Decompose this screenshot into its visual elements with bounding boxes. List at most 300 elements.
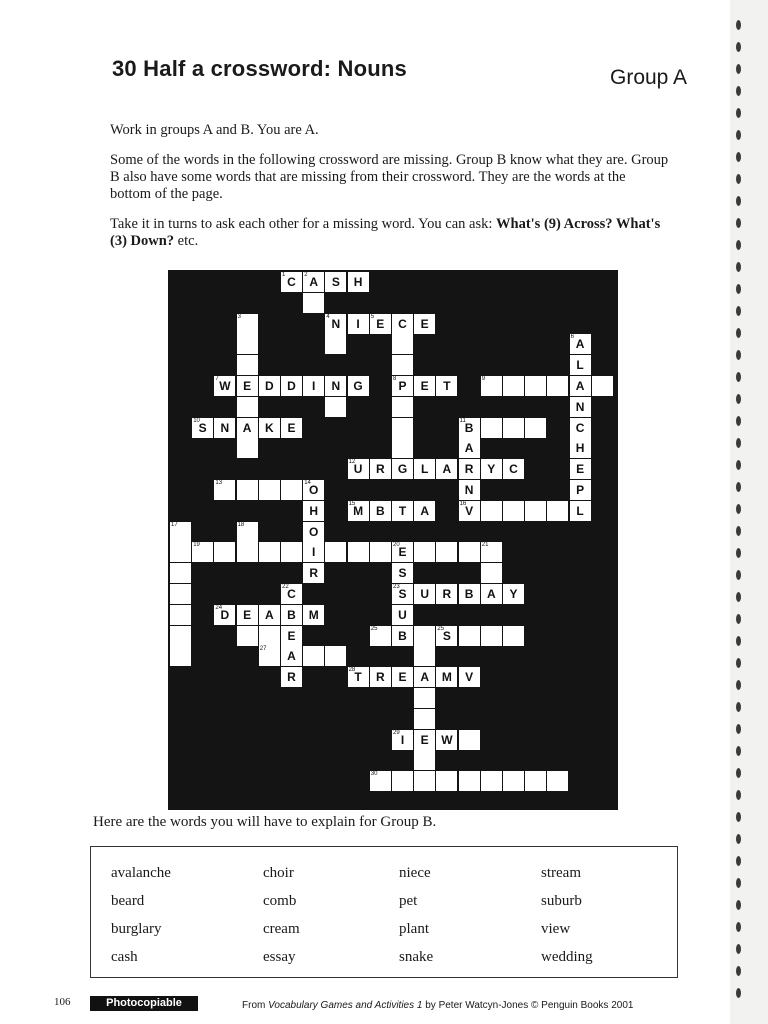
word-item: pet	[399, 893, 418, 909]
crossword-cell	[570, 480, 591, 500]
crossword-cell	[459, 730, 480, 750]
crossword-letter: E	[420, 732, 429, 747]
crossword-letter: B	[287, 607, 296, 622]
word-list-box	[90, 846, 678, 978]
word-item: avalanche	[111, 865, 171, 881]
crossword-letter: U	[420, 587, 430, 601]
crossword-cell	[348, 667, 369, 687]
binding-ring	[736, 680, 741, 690]
clue-number: 7	[215, 376, 219, 382]
crossword-cell	[281, 272, 302, 292]
crossword-cell	[325, 397, 346, 417]
crossword-cell	[436, 459, 457, 479]
crossword-cell	[481, 418, 502, 438]
crossword-cell	[414, 709, 435, 729]
crossword-cell	[170, 584, 191, 604]
crossword-cell	[481, 459, 502, 479]
crossword-cell	[370, 626, 391, 646]
crossword-letter: E	[576, 462, 585, 477]
crossword-letter: E	[420, 316, 429, 331]
crossword-letter: B	[398, 628, 407, 643]
crossword-letter: N	[464, 483, 474, 497]
crossword-letter: V	[465, 670, 474, 685]
crossword-cell	[392, 501, 413, 521]
credit-prefix: From	[242, 1000, 269, 1011]
crossword-cell	[392, 355, 413, 375]
crossword-cell	[325, 376, 346, 396]
clue-number: 17	[171, 521, 178, 528]
crossword-cell	[237, 334, 258, 354]
crossword-cell	[259, 418, 280, 438]
binding-ring	[736, 306, 741, 316]
crossword-cell	[214, 376, 235, 396]
clue-number: 21	[481, 542, 489, 549]
page-title: 30 Half a crossword: Nouns	[112, 56, 407, 81]
crossword-cell	[192, 542, 213, 562]
crossword-letter: K	[264, 420, 274, 435]
clue-number: 18	[237, 521, 245, 528]
crossword-cell	[414, 314, 435, 334]
binding-ring	[736, 856, 741, 866]
crossword-letter: A	[309, 275, 319, 289]
crossword-cell	[237, 418, 258, 438]
crossword-cell	[503, 771, 524, 791]
crossword-cell	[303, 293, 324, 313]
crossword-letter: H	[309, 503, 319, 518]
crossword-cell	[392, 542, 413, 562]
crossword-letter: C	[287, 587, 296, 601]
crossword-cell	[325, 542, 346, 562]
crossword-letter: C	[509, 462, 518, 477]
crossword-cell	[459, 667, 480, 687]
crossword-cell	[570, 397, 591, 417]
crossword-letter: C	[575, 420, 585, 435]
word-list-intro: Here are the words you will have to explain for Group B.	[93, 814, 437, 830]
crossword-cell	[414, 542, 435, 562]
clue-number: 28	[348, 667, 356, 674]
crossword-cell	[237, 522, 258, 542]
crossword-cell	[481, 542, 502, 562]
binding-ring	[736, 438, 741, 448]
binding-ring	[736, 262, 741, 272]
crossword-letter: A	[264, 607, 274, 622]
word-item: stream	[541, 865, 581, 881]
crossword-cell	[414, 771, 435, 791]
instruction-3-suffix: etc.	[174, 233, 199, 249]
crossword-cell	[170, 646, 191, 666]
crossword-letter: A	[442, 462, 452, 477]
crossword-cell	[481, 376, 502, 396]
crossword-letter: T	[398, 503, 407, 518]
binding-ring	[736, 460, 741, 470]
crossword-cell	[459, 584, 480, 604]
crossword-cell	[237, 480, 258, 500]
crossword-cell	[237, 355, 258, 375]
crossword-cell	[237, 397, 258, 417]
crossword-cell	[414, 376, 435, 396]
crossword-letter: D	[287, 379, 296, 393]
crossword-letter: E	[398, 545, 407, 560]
crossword-cell	[303, 646, 324, 666]
word-item: niece	[399, 865, 431, 881]
crossword-letter: A	[420, 503, 430, 518]
crossword-letter: B	[375, 503, 385, 518]
clue-number: 13	[215, 480, 223, 486]
crossword-cell	[348, 459, 369, 479]
crossword-cell	[170, 605, 191, 625]
crossword-cell	[481, 626, 502, 646]
clue-number: 24	[215, 604, 223, 611]
crossword-letter: E	[243, 607, 252, 622]
crossword-letter: H	[353, 275, 363, 289]
crossword-cell	[392, 376, 413, 396]
crossword-cell	[414, 626, 435, 646]
word-item: wedding	[541, 949, 593, 965]
clue-number: 11	[459, 417, 466, 424]
clue-number: 12	[348, 459, 356, 466]
binding-ring	[736, 922, 741, 932]
binding-ring	[736, 636, 741, 646]
page-number: 106	[54, 996, 71, 1008]
crossword-letter: A	[242, 420, 252, 435]
crossword-cell	[436, 730, 457, 750]
clue-number: 30	[370, 771, 378, 778]
crossword-cell	[436, 584, 457, 604]
crossword-letter: U	[398, 607, 407, 622]
crossword-cell	[459, 480, 480, 500]
binding-ring	[736, 768, 741, 778]
word-column	[111, 863, 171, 975]
crossword-cell	[303, 605, 324, 625]
crossword-cell	[570, 418, 591, 438]
word-item: comb	[263, 893, 297, 909]
crossword-cell	[237, 542, 258, 562]
crossword-cell	[436, 542, 457, 562]
crossword-letter: E	[398, 670, 407, 685]
crossword-cell	[570, 334, 591, 354]
instruction-1: Work in groups A and B. You are A.	[110, 122, 319, 138]
crossword-cell	[459, 418, 480, 438]
crossword-letter: S	[398, 587, 407, 601]
crossword-cell	[370, 667, 391, 687]
clue-number: 29	[393, 729, 400, 736]
binding-ring	[736, 328, 741, 338]
crossword-cell	[214, 480, 235, 500]
binding-ring	[736, 20, 741, 30]
crossword-letter: L	[576, 358, 584, 373]
crossword-cell	[259, 376, 280, 396]
crossword-letter: N	[331, 379, 341, 393]
binding-ring	[736, 218, 741, 228]
crossword-cell	[325, 334, 346, 354]
crossword-cell	[214, 418, 235, 438]
group-label: Group A	[610, 66, 688, 89]
word-item: view	[541, 921, 571, 937]
binding-ring	[736, 240, 741, 250]
crossword-letter: B	[464, 587, 474, 601]
crossword-cell	[370, 771, 391, 791]
binding-ring	[736, 702, 741, 712]
binding-ring	[736, 64, 741, 74]
crossword-cell	[303, 480, 324, 500]
crossword-cell	[281, 542, 302, 562]
crossword-letter: E	[420, 379, 429, 393]
binding-ring	[736, 394, 741, 404]
word-item: essay	[263, 949, 296, 965]
crossword-cell	[303, 501, 324, 521]
binding-ring	[736, 988, 741, 998]
word-column	[263, 863, 300, 975]
binding-ring	[736, 152, 741, 162]
crossword-cell	[170, 542, 191, 562]
photocopiable-badge: Photocopiable	[90, 996, 198, 1011]
crossword-cell	[414, 688, 435, 708]
word-item: beard	[111, 893, 145, 909]
binding-ring	[736, 196, 741, 206]
crossword-letter: A	[464, 441, 474, 456]
binding-ring	[736, 812, 741, 822]
word-column	[399, 863, 433, 975]
crossword-cell	[170, 626, 191, 646]
credit-line	[242, 1000, 633, 1011]
crossword-letter: W	[441, 732, 453, 747]
crossword-letter: S	[198, 420, 207, 435]
crossword-cell	[481, 563, 502, 583]
crossword-cell	[392, 418, 413, 438]
crossword-letter: N	[575, 399, 585, 414]
crossword-letter: G	[353, 379, 363, 393]
crossword-letter: I	[400, 732, 405, 747]
crossword-letter: R	[442, 587, 452, 601]
crossword-cell	[414, 730, 435, 750]
crossword-cell	[259, 626, 280, 646]
credit-book-title: Vocabulary Games and Activities 1	[268, 1000, 423, 1011]
clue-number: 25	[370, 625, 378, 632]
crossword-cell	[281, 605, 302, 625]
crossword-cell	[392, 334, 413, 354]
crossword-letter: E	[243, 379, 252, 393]
crossword-letter: Y	[487, 462, 496, 477]
crossword-cell	[192, 418, 213, 438]
crossword-cell	[459, 459, 480, 479]
crossword-letter: E	[287, 420, 296, 435]
crossword-cell	[325, 314, 346, 334]
binding-ring	[736, 284, 741, 294]
binding-ring	[736, 944, 741, 954]
binding-ring	[736, 570, 741, 580]
clue-number: 27	[259, 646, 267, 653]
crossword-cell	[481, 584, 502, 604]
word-item: cream	[263, 921, 300, 937]
crossword-cell	[392, 563, 413, 583]
crossword-letter: S	[442, 628, 451, 643]
clue-number: 4	[326, 313, 330, 320]
binding-ring	[736, 350, 741, 360]
crossword-letter: M	[308, 607, 319, 622]
crossword-cell	[281, 418, 302, 438]
binding-ring	[736, 658, 741, 668]
crossword-cell	[259, 480, 280, 500]
crossword-letter: S	[331, 275, 340, 289]
crossword-letter: H	[575, 441, 585, 456]
instruction-3	[110, 216, 670, 250]
crossword-cell	[459, 626, 480, 646]
crossword-cell	[459, 501, 480, 521]
crossword-letter: C	[287, 275, 296, 289]
crossword-cell	[392, 667, 413, 687]
crossword-letter: R	[287, 670, 296, 685]
crossword-letter: T	[443, 379, 451, 393]
crossword-letter: E	[287, 628, 296, 643]
binding-ring	[736, 878, 741, 888]
clue-number: 14	[304, 480, 311, 486]
crossword-cell	[325, 272, 346, 292]
crossword-cell	[392, 605, 413, 625]
binding-ring	[736, 746, 741, 756]
crossword-cell	[281, 646, 302, 666]
crossword-letter: A	[287, 649, 296, 664]
binding-ring	[736, 592, 741, 602]
crossword-cell	[503, 459, 524, 479]
crossword-cell	[570, 459, 591, 479]
crossword-cell	[237, 626, 258, 646]
crossword-letter: A	[486, 587, 496, 601]
crossword-letter: I	[356, 316, 360, 331]
crossword-letter: I	[312, 545, 316, 560]
crossword-cell	[237, 314, 258, 334]
crossword-cell	[303, 563, 324, 583]
crossword-letter: O	[309, 524, 319, 539]
crossword-cell	[281, 626, 302, 646]
crossword-letter: V	[465, 503, 474, 518]
crossword-cell	[525, 376, 546, 396]
crossword-cell	[392, 459, 413, 479]
crossword-cell	[392, 771, 413, 791]
crossword-letter: W	[219, 379, 231, 393]
crossword-cell	[214, 542, 235, 562]
crossword-cell	[370, 542, 391, 562]
crossword-letter: G	[397, 462, 408, 477]
crossword-letter: A	[575, 379, 585, 393]
crossword-letter: U	[353, 462, 363, 477]
crossword-cell	[503, 418, 524, 438]
crossword-letter: C	[398, 316, 407, 331]
word-item: suburb	[541, 893, 582, 909]
crossword-cell	[259, 605, 280, 625]
credit-suffix: by Peter Watcyn-Jones © Penguin Books 2001	[422, 1000, 634, 1011]
binding-ring	[736, 86, 741, 96]
crossword-cell	[414, 501, 435, 521]
crossword-cell	[570, 438, 591, 458]
crossword-cell	[570, 501, 591, 521]
binding-ring	[736, 790, 741, 800]
binding-ring	[736, 724, 741, 734]
crossword-cell	[592, 376, 613, 396]
binding-ring	[736, 372, 741, 382]
crossword-cell	[414, 646, 435, 666]
crossword-cell	[348, 314, 369, 334]
crossword-cell	[281, 667, 302, 687]
crossword-cell	[237, 376, 258, 396]
crossword-cell	[392, 314, 413, 334]
crossword-cell	[392, 626, 413, 646]
crossword-cell	[570, 376, 591, 396]
instruction-2: Some of the words in the following crossword are missing. Group B know what they are. Group B also have some words that are missing from their crossword. They are the words at the bottom of the page.	[110, 152, 669, 202]
crossword-cell	[414, 459, 435, 479]
binding-ring	[736, 834, 741, 844]
clue-number: 20	[393, 542, 400, 549]
crossword-cell	[392, 438, 413, 458]
crossword-letter: R	[464, 462, 474, 477]
clue-number: 15	[348, 500, 356, 507]
crossword-cell	[547, 501, 568, 521]
word-item: plant	[399, 921, 429, 937]
clue-number: 10	[193, 417, 200, 424]
crossword-cell	[525, 418, 546, 438]
crossword-letter: N	[220, 420, 230, 435]
clue-number: 9	[481, 376, 486, 382]
crossword-cell	[414, 667, 435, 687]
word-item: choir	[263, 865, 294, 881]
crossword-cell	[348, 376, 369, 396]
crossword-cell	[281, 376, 302, 396]
crossword-letter: N	[331, 316, 341, 331]
word-item: cash	[111, 949, 138, 965]
binding-ring	[736, 130, 741, 140]
crossword-cell	[170, 563, 191, 583]
crossword-cell	[392, 584, 413, 604]
crossword-letter: L	[576, 503, 584, 518]
crossword-cell	[481, 771, 502, 791]
clue-number: 23	[393, 584, 400, 590]
crossword-cell	[503, 376, 524, 396]
crossword-cell	[392, 730, 413, 750]
crossword-cell	[259, 646, 280, 666]
crossword-cell	[503, 626, 524, 646]
crossword-cell	[237, 605, 258, 625]
clue-number: 5	[370, 313, 375, 320]
crossword-cell	[303, 272, 324, 292]
crossword-cell	[547, 771, 568, 791]
crossword-letter: T	[354, 670, 362, 685]
binding-ring	[736, 526, 741, 536]
crossword-letter: R	[309, 566, 319, 581]
crossword-cell	[436, 376, 457, 396]
clue-number: 22	[282, 584, 289, 590]
clue-number: 3	[237, 313, 241, 320]
crossword-cell	[348, 272, 369, 292]
crossword-letter: P	[398, 379, 407, 393]
crossword-cell	[436, 667, 457, 687]
word-item: burglary	[111, 921, 162, 937]
crossword-cell	[303, 522, 324, 542]
crossword-letter: I	[312, 379, 316, 393]
crossword-letter: R	[375, 670, 385, 685]
crossword-cell	[436, 771, 457, 791]
instruction-3-text: Take it in turns to ask each other for a missing word. You can ask:	[110, 216, 496, 232]
crossword-cell	[370, 459, 391, 479]
binding-ring	[736, 482, 741, 492]
crossword-cell	[570, 355, 591, 375]
crossword-letter: D	[220, 607, 230, 622]
crossword-letter: M	[353, 503, 364, 518]
binding-ring	[736, 416, 741, 426]
crossword-cell	[414, 750, 435, 770]
crossword-cell	[348, 542, 369, 562]
crossword-cell	[414, 584, 435, 604]
binding-ring	[736, 614, 741, 624]
crossword-letter: L	[421, 462, 429, 477]
